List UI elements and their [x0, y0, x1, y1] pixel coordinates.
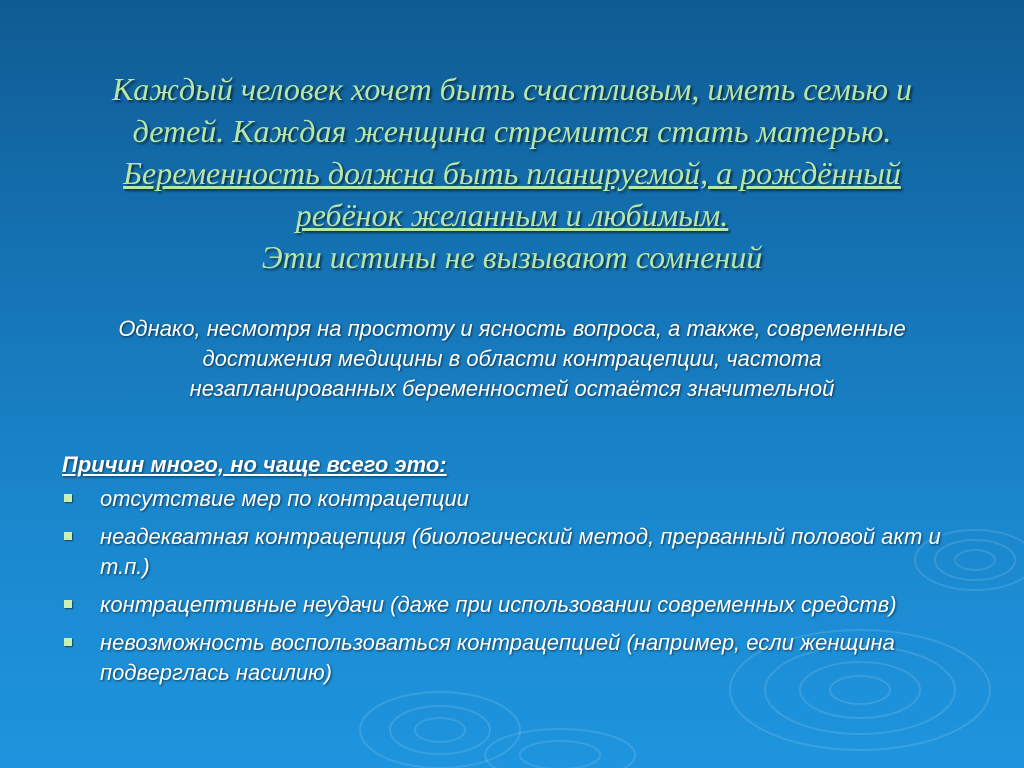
- intro-paragraph: [70, 314, 954, 404]
- reasons-heading: Причин много, но чаще всего это:: [62, 452, 447, 477]
- list-item: [62, 628, 972, 688]
- square-bullet-icon: [64, 638, 72, 646]
- list-item-text: невозможность воспользоваться контрацепцией (например, если женщина подверглась насилию): [100, 630, 895, 685]
- square-bullet-icon: [64, 532, 72, 540]
- intro-line-3: незапланированных беременностей остаётся значительной: [189, 376, 835, 401]
- list-item-text: неадекватная контрацепция (биологический метод, прерванный половой акт и т.п.): [100, 524, 941, 579]
- list-item-text: отсутствие мер по контрацепции: [100, 486, 469, 511]
- title-line-1: Каждый человек хочет быть счастливым, иметь семью и: [111, 71, 913, 107]
- slide-title: [40, 68, 984, 278]
- intro-line-2: достижения медицины в области контрацепции, частота: [202, 346, 822, 371]
- intro-line-1: Однако, несмотря на простоту и ясность вопроса, а также, современные: [118, 316, 906, 341]
- list-item: [62, 590, 972, 620]
- title-line-3: Беременность должна быть планируемой, а рождённый: [123, 155, 901, 191]
- square-bullet-icon: [64, 600, 72, 608]
- square-bullet-icon: [64, 494, 72, 502]
- reasons-section: [62, 450, 972, 696]
- title-line-4: ребёнок желанным и любимым.: [295, 197, 729, 233]
- list-item-text: контрацептивные неудачи (даже при использовании современных средств): [100, 592, 897, 617]
- title-line-2: детей. Каждая женщина стремится стать матерью.: [132, 113, 892, 149]
- reasons-list: [62, 484, 972, 688]
- list-item: [62, 522, 972, 582]
- title-line-5: Эти истины не вызывают сомнений: [261, 239, 763, 275]
- list-item: [62, 484, 972, 514]
